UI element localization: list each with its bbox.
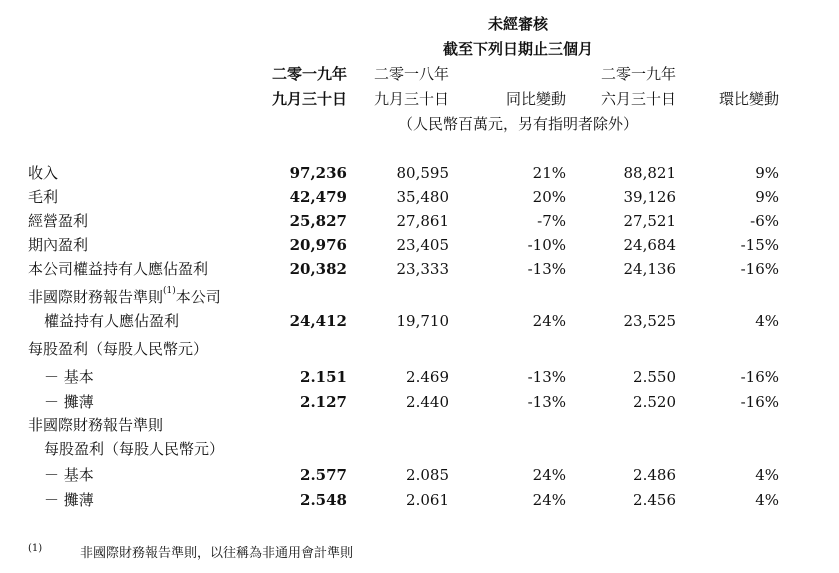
row-label-continued: 本公司 [175,288,221,306]
row-label: 毛利 [28,188,59,206]
col4-year: 二零一九年 [600,65,676,83]
row-label-main: 非國際財務報告準則 [28,288,164,306]
value-2019-jun: 39,126 [623,188,676,206]
value-yoy: 24% [532,491,566,509]
row-label: 每股盈利（每股人民幣元） [44,440,225,458]
value-2019-sep: 25,827 [289,212,347,230]
value-yoy: -7% [537,212,566,230]
row-label: 每股盈利（每股人民幣元） [28,340,209,358]
value-yoy: -13% [527,393,566,411]
value-2019-sep: 2.577 [300,466,347,484]
col2-year: 二零一八年 [373,65,449,83]
header-unaudited: 未經審核 [487,15,549,33]
value-2019-sep: 24,412 [289,312,347,330]
col5-label: 環比變動 [718,90,779,108]
col4-date: 六月三十日 [600,90,676,108]
value-qoq: 9% [755,164,779,182]
value-qoq: -15% [740,236,779,254]
value-qoq: -16% [740,393,779,411]
footnote-marker: (1) [163,286,176,296]
value-2019-jun: 88,821 [623,164,676,182]
value-2019-jun: 2.520 [633,393,676,411]
value-yoy: 24% [532,466,566,484]
value-2018-sep: 80,595 [396,164,449,182]
value-2019-sep: 2.127 [300,393,347,411]
value-2018-sep: 23,405 [396,236,449,254]
col1-date: 九月三十日 [271,90,347,108]
table-row [0,438,839,460]
value-2019-sep: 42,479 [289,188,347,206]
unit-note: （人民幣百萬元，另有指明者除外） [397,115,639,133]
value-2018-sep: 35,480 [396,188,449,206]
table-row [0,310,839,332]
value-2018-sep: 2.061 [406,491,449,509]
row-label: － 攤薄 [44,393,94,411]
table-row [0,162,839,184]
value-2018-sep: 19,710 [396,312,449,330]
row-label: 非國際財務報告準則 [28,416,164,434]
value-qoq: 4% [755,491,779,509]
footnote-marker: (1) [28,543,43,554]
value-qoq: -16% [740,260,779,278]
row-label: － 基本 [44,466,94,484]
value-qoq: 9% [755,188,779,206]
value-2019-jun: 23,525 [623,312,676,330]
value-2019-jun: 2.550 [633,368,676,386]
value-2019-jun: 2.486 [633,466,676,484]
value-2019-sep: 20,976 [289,236,347,254]
row-label: 期內盈利 [28,236,89,254]
table-row [0,210,839,232]
value-2019-jun: 27,521 [623,212,676,230]
table-row [0,391,839,413]
value-yoy: 21% [532,164,566,182]
value-2019-jun: 24,136 [623,260,676,278]
value-qoq: 4% [755,466,779,484]
table-row [0,464,839,486]
col3-label: 同比變動 [505,90,566,108]
value-qoq: -16% [740,368,779,386]
table-row [0,366,839,388]
table-row [0,338,839,360]
value-2019-sep: 2.151 [300,368,347,386]
table-row [0,414,839,436]
row-label: 收入 [28,164,59,182]
footnote-text: 非國際財務報告準則，以往稱為非通用會計準則 [80,546,354,561]
table-row [0,286,839,308]
value-yoy: -13% [527,260,566,278]
col2-date: 九月三十日 [373,90,449,108]
table-row [0,489,839,511]
value-2018-sep: 2.085 [406,466,449,484]
row-label: 權益持有人應佔盈利 [44,312,180,330]
value-2019-jun: 24,684 [623,236,676,254]
value-yoy: -10% [527,236,566,254]
header-period: 截至下列日期止三個月 [442,40,594,58]
table-row [0,186,839,208]
table-row [0,258,839,280]
value-qoq: -6% [750,212,779,230]
table-row [0,234,839,256]
row-label: 本公司權益持有人應佔盈利 [28,260,209,278]
value-2019-sep: 97,236 [289,164,347,182]
value-qoq: 4% [755,312,779,330]
value-2018-sep: 2.440 [406,393,449,411]
value-yoy: 24% [532,312,566,330]
row-label: 經營盈利 [28,212,89,230]
value-yoy: -13% [527,368,566,386]
col1-year: 二零一九年 [271,65,347,83]
value-2019-sep: 20,382 [289,260,347,278]
value-2018-sep: 2.469 [406,368,449,386]
value-yoy: 20% [532,188,566,206]
value-2018-sep: 23,333 [396,260,449,278]
value-2019-sep: 2.548 [300,491,347,509]
value-2018-sep: 27,861 [396,212,449,230]
row-label: － 攤薄 [44,491,94,509]
value-2019-jun: 2.456 [633,491,676,509]
row-label: － 基本 [44,368,94,386]
row-label [28,286,221,308]
